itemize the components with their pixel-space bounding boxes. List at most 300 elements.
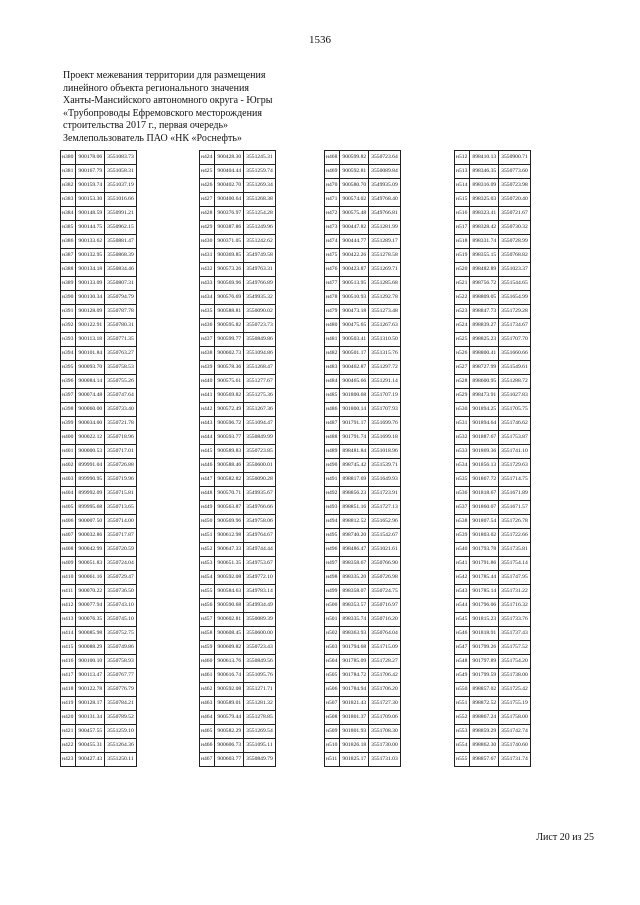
x-coordinate-cell: 900501.17	[340, 347, 369, 361]
table-row	[455, 683, 531, 697]
y-coordinate-cell: 3551654.99	[499, 291, 531, 305]
header-line: Ханты-Мансийского автономного округа - Югры	[63, 95, 273, 107]
table-row	[455, 277, 531, 291]
y-coordinate-cell: 3549744.44	[244, 543, 276, 557]
point-id-cell: н405	[61, 501, 76, 515]
table-row	[200, 305, 276, 319]
table-row	[455, 473, 531, 487]
table-row	[200, 193, 276, 207]
point-id-cell: н417	[61, 669, 76, 683]
point-id-cell: н493	[325, 501, 340, 515]
point-id-cell: н533	[455, 445, 470, 459]
x-coordinate-cell: 900101.84	[76, 347, 105, 361]
y-coordinate-cell: 3551731.03	[369, 753, 401, 767]
table-row	[61, 613, 137, 627]
point-id-cell: н409	[61, 557, 76, 571]
x-coordinate-cell: 901799.26	[470, 641, 499, 655]
table-row	[325, 193, 401, 207]
point-id-cell: н473	[325, 221, 340, 235]
point-id-cell: н401	[61, 445, 76, 459]
x-coordinate-cell: 900113.18	[76, 333, 105, 347]
y-coordinate-cell: 3549749.58	[244, 249, 276, 263]
point-id-cell: н507	[325, 697, 340, 711]
y-coordinate-cell: 3550773.60	[499, 165, 531, 179]
y-coordinate-cell: 3550784.21	[105, 697, 137, 711]
table-row	[455, 459, 531, 473]
point-id-cell: н438	[200, 347, 215, 361]
y-coordinate-cell: 3551735.81	[499, 543, 531, 557]
y-coordinate-cell: 3551758.00	[499, 711, 531, 725]
point-id-cell: н449	[200, 501, 215, 515]
table-row	[61, 753, 137, 767]
x-coordinate-cell: 900128.09	[76, 305, 105, 319]
table-row	[61, 669, 137, 683]
table-row	[455, 179, 531, 193]
y-coordinate-cell: 3551292.78	[369, 291, 401, 305]
x-coordinate-cell: 900427.43	[76, 753, 105, 767]
x-coordinate-cell: 900563.87	[215, 501, 244, 515]
header-line: «Трубопроводы Ефремовского месторождения	[63, 107, 262, 119]
x-coordinate-cell: 900455.31	[76, 739, 105, 753]
point-id-cell: н496	[325, 543, 340, 557]
point-id-cell: н384	[61, 207, 76, 221]
x-coordinate-cell: 898812.52	[340, 515, 369, 529]
point-id-cell: н477	[325, 277, 340, 291]
x-coordinate-cell: 900588.46	[215, 459, 244, 473]
x-coordinate-cell: 900042.99	[76, 543, 105, 557]
point-id-cell: н411	[61, 585, 76, 599]
y-coordinate-cell: 3550721.67	[499, 207, 531, 221]
table-row	[200, 263, 276, 277]
table-row	[455, 417, 531, 431]
y-coordinate-cell: 3549763.31	[244, 263, 276, 277]
y-coordinate-cell: 3550723.85	[244, 445, 276, 459]
y-coordinate-cell: 3551315.76	[369, 347, 401, 361]
table-row	[325, 165, 401, 179]
x-coordinate-cell: 898316.09	[470, 179, 499, 193]
x-coordinate-cell: 900133.62	[76, 235, 105, 249]
y-coordinate-cell: 3551709.06	[369, 711, 401, 725]
y-coordinate-cell: 3551671.57	[499, 501, 531, 515]
y-coordinate-cell: 3551058.31	[105, 165, 137, 179]
y-coordinate-cell: 3551268.38	[244, 193, 276, 207]
x-coordinate-cell: 900603.77	[215, 753, 244, 767]
y-coordinate-cell: 3550716.20	[369, 613, 401, 627]
point-id-cell: н462	[200, 683, 215, 697]
point-id-cell: н450	[200, 515, 215, 529]
point-id-cell: н457	[200, 613, 215, 627]
y-coordinate-cell: 3550807.31	[105, 277, 137, 291]
table-row	[61, 543, 137, 557]
x-coordinate-cell: 900128.17	[76, 697, 105, 711]
x-coordinate-cell: 898867.24	[470, 711, 499, 725]
point-id-cell: н500	[325, 599, 340, 613]
x-coordinate-cell: 901796.06	[470, 599, 499, 613]
point-id-cell: н549	[455, 669, 470, 683]
x-coordinate-cell: 901894.25	[470, 403, 499, 417]
x-coordinate-cell: 900465.66	[340, 375, 369, 389]
coordinate-table	[60, 150, 137, 767]
y-coordinate-cell: 3551747.95	[499, 571, 531, 585]
table-row	[455, 613, 531, 627]
point-id-cell: н445	[200, 445, 215, 459]
x-coordinate-cell: 898851.16	[340, 501, 369, 515]
x-coordinate-cell: 900387.86	[215, 221, 244, 235]
point-id-cell: н552	[455, 711, 470, 725]
point-id-cell: н465	[200, 725, 215, 739]
x-coordinate-cell: 900153.30	[76, 193, 105, 207]
point-id-cell: н475	[325, 249, 340, 263]
y-coordinate-cell: 3550763.27	[105, 347, 137, 361]
y-coordinate-cell: 3551722.66	[499, 529, 531, 543]
point-id-cell: н385	[61, 221, 76, 235]
table-row	[325, 739, 401, 753]
point-id-cell: н551	[455, 697, 470, 711]
point-id-cell: н529	[455, 389, 470, 403]
table-row	[200, 473, 276, 487]
table-row	[455, 641, 531, 655]
table-row	[200, 165, 276, 179]
table-row	[455, 347, 531, 361]
y-coordinate-cell: 3551649.93	[369, 473, 401, 487]
point-id-cell: н481	[325, 333, 340, 347]
x-coordinate-cell: 898410.13	[470, 151, 499, 165]
y-coordinate-cell: 3549766.89	[244, 277, 276, 291]
point-id-cell: н437	[200, 333, 215, 347]
y-coordinate-cell: 3551742.74	[499, 725, 531, 739]
point-id-cell: н550	[455, 683, 470, 697]
y-coordinate-cell: 3549783.14	[244, 585, 276, 599]
table-row	[325, 207, 401, 221]
x-coordinate-cell: 900404.44	[215, 165, 244, 179]
table-row	[61, 235, 137, 249]
y-coordinate-cell: 3551095.11	[244, 739, 276, 753]
table-row	[325, 599, 401, 613]
point-id-cell: н469	[325, 165, 340, 179]
table-row	[61, 305, 137, 319]
table-row	[325, 291, 401, 305]
point-id-cell: н484	[325, 375, 340, 389]
y-coordinate-cell: 3550719.96	[105, 473, 137, 487]
point-id-cell: н423	[61, 753, 76, 767]
x-coordinate-cell: 901807.54	[470, 515, 499, 529]
y-coordinate-cell: 3551267.36	[244, 403, 276, 417]
x-coordinate-cell: 900576.69	[215, 291, 244, 305]
table-row	[200, 655, 276, 669]
table-row	[455, 235, 531, 249]
point-id-cell: н431	[200, 249, 215, 263]
table-row	[200, 669, 276, 683]
x-coordinate-cell: 900148.59	[76, 207, 105, 221]
point-id-cell: н460	[200, 655, 215, 669]
y-coordinate-cell: 3551542.67	[369, 529, 401, 543]
point-id-cell: н459	[200, 641, 215, 655]
point-id-cell: н451	[200, 529, 215, 543]
y-coordinate-cell: 3551660.66	[499, 347, 531, 361]
x-coordinate-cell: 898857.02	[470, 683, 499, 697]
x-coordinate-cell: 900579.44	[215, 711, 244, 725]
y-coordinate-cell: 3551245.31	[244, 151, 276, 165]
x-coordinate-cell: 901785.44	[470, 571, 499, 585]
x-coordinate-cell: 900159.74	[76, 179, 105, 193]
point-id-cell: н521	[455, 277, 470, 291]
x-coordinate-cell: 900085.98	[76, 627, 105, 641]
point-id-cell: н526	[455, 347, 470, 361]
x-coordinate-cell: 900616.74	[215, 669, 244, 683]
point-id-cell: н505	[325, 669, 340, 683]
coordinate-table	[454, 150, 531, 767]
table-row	[325, 711, 401, 725]
table-row	[325, 557, 401, 571]
point-id-cell: н517	[455, 221, 470, 235]
table-row	[200, 319, 276, 333]
table-row	[325, 319, 401, 333]
table-row	[61, 557, 137, 571]
x-coordinate-cell: 900612.98	[215, 529, 244, 543]
table-row	[200, 683, 276, 697]
point-id-cell: н446	[200, 459, 215, 473]
document-header	[63, 70, 393, 146]
point-id-cell: н433	[200, 277, 215, 291]
x-coordinate-cell: 900647.33	[215, 543, 244, 557]
y-coordinate-cell: 3551094.86	[244, 347, 276, 361]
x-coordinate-cell: 898358.67	[340, 557, 369, 571]
table-row	[200, 753, 276, 767]
y-coordinate-cell: 3551281.32	[244, 697, 276, 711]
y-coordinate-cell: 3549772.10	[244, 571, 276, 585]
point-id-cell: н524	[455, 319, 470, 333]
table-row	[61, 417, 137, 431]
x-coordinate-cell: 898600.95	[470, 375, 499, 389]
y-coordinate-cell: 3549758.06	[244, 515, 276, 529]
table-row	[455, 739, 531, 753]
x-coordinate-cell: 900475.65	[340, 319, 369, 333]
point-id-cell: н389	[61, 277, 76, 291]
y-coordinate-cell: 3550717.01	[105, 445, 137, 459]
x-coordinate-cell: 900400.64	[215, 193, 244, 207]
y-coordinate-cell: 3551277.67	[244, 375, 276, 389]
y-coordinate-cell: 3551699.18	[369, 431, 401, 445]
table-row	[325, 389, 401, 403]
table-row	[200, 389, 276, 403]
table-row	[200, 179, 276, 193]
table-row	[200, 431, 276, 445]
table-row	[455, 599, 531, 613]
table-row	[200, 277, 276, 291]
sheet-number: Лист 20 из 25	[536, 832, 594, 843]
table-row	[455, 753, 531, 767]
y-coordinate-cell: 3550780.31	[105, 319, 137, 333]
point-id-cell: н522	[455, 291, 470, 305]
x-coordinate-cell: 901867.72	[470, 473, 499, 487]
table-row	[455, 319, 531, 333]
y-coordinate-cell: 3550849.56	[244, 655, 276, 669]
table-row	[200, 515, 276, 529]
point-id-cell: н419	[61, 697, 76, 711]
table-row	[455, 165, 531, 179]
point-id-cell: н541	[455, 557, 470, 571]
x-coordinate-cell: 900599.82	[340, 151, 369, 165]
x-coordinate-cell: 900596.72	[215, 417, 244, 431]
y-coordinate-cell: 3549935.67	[244, 487, 276, 501]
point-id-cell: н531	[455, 417, 470, 431]
x-coordinate-cell: 898325.03	[470, 193, 499, 207]
x-coordinate-cell: 901797.89	[470, 655, 499, 669]
y-coordinate-cell: 3550724.75	[369, 585, 401, 599]
point-id-cell: н428	[200, 207, 215, 221]
table-row	[325, 585, 401, 599]
x-coordinate-cell: 900602.81	[215, 613, 244, 627]
y-coordinate-cell: 3549764.67	[244, 529, 276, 543]
table-row	[325, 263, 401, 277]
x-coordinate-cell: 900074.48	[76, 389, 105, 403]
y-coordinate-cell: 3551707.19	[369, 389, 401, 403]
x-coordinate-cell: 900589.01	[215, 697, 244, 711]
y-coordinate-cell: 3550716.97	[369, 599, 401, 613]
y-coordinate-cell: 3550767.77	[105, 669, 137, 683]
y-coordinate-cell: 3550730.32	[499, 221, 531, 235]
x-coordinate-cell: 900593.77	[215, 431, 244, 445]
table-row	[200, 403, 276, 417]
table-row	[200, 599, 276, 613]
table-row	[455, 627, 531, 641]
x-coordinate-cell: 900578.36	[215, 361, 244, 375]
x-coordinate-cell: 900584.63	[215, 585, 244, 599]
table-row	[455, 543, 531, 557]
point-id-cell: н422	[61, 739, 76, 753]
x-coordinate-cell: 898727.99	[470, 361, 499, 375]
y-coordinate-cell: 3550789.52	[105, 711, 137, 725]
point-id-cell: н387	[61, 249, 76, 263]
x-coordinate-cell: 898872.52	[470, 697, 499, 711]
y-coordinate-cell: 3551259.10	[105, 725, 137, 739]
y-coordinate-cell: 3551250.11	[105, 753, 137, 767]
table-row	[61, 431, 137, 445]
x-coordinate-cell: 900570.71	[215, 487, 244, 501]
y-coordinate-cell: 3550881.47	[105, 235, 137, 249]
y-coordinate-cell: 3551731.74	[499, 753, 531, 767]
table-row	[61, 697, 137, 711]
point-id-cell: н472	[325, 207, 340, 221]
table-row	[200, 221, 276, 235]
point-id-cell: н530	[455, 403, 470, 417]
x-coordinate-cell: 900070.22	[76, 585, 105, 599]
point-id-cell: н523	[455, 305, 470, 319]
x-coordinate-cell: 901887.67	[470, 431, 499, 445]
table-row	[455, 515, 531, 529]
x-coordinate-cell: 900580.70	[340, 179, 369, 193]
point-id-cell: н397	[61, 389, 76, 403]
point-id-cell: н396	[61, 375, 76, 389]
point-id-cell: н495	[325, 529, 340, 543]
y-coordinate-cell: 3550720.40	[499, 193, 531, 207]
y-coordinate-cell: 3550849.99	[244, 431, 276, 445]
x-coordinate-cell: 900144.75	[76, 221, 105, 235]
table-row	[61, 319, 137, 333]
y-coordinate-cell: 3550729.47	[105, 571, 137, 585]
y-coordinate-cell: 3551297.72	[369, 361, 401, 375]
x-coordinate-cell: 901825.17	[340, 753, 369, 767]
x-coordinate-cell: 898481.84	[340, 445, 369, 459]
y-coordinate-cell: 3551726.78	[499, 515, 531, 529]
table-row	[325, 487, 401, 501]
point-id-cell: н536	[455, 487, 470, 501]
table-row	[455, 361, 531, 375]
y-coordinate-cell: 3550764.04	[369, 627, 401, 641]
table-row	[455, 431, 531, 445]
x-coordinate-cell: 900122.91	[76, 319, 105, 333]
y-coordinate-cell: 3551706.20	[369, 683, 401, 697]
table-row	[61, 403, 137, 417]
x-coordinate-cell: 901826.18	[340, 739, 369, 753]
y-coordinate-cell: 3551023.37	[499, 263, 531, 277]
x-coordinate-cell: 900595.82	[215, 319, 244, 333]
table-row	[455, 375, 531, 389]
point-id-cell: н490	[325, 459, 340, 473]
point-id-cell: н456	[200, 599, 215, 613]
y-coordinate-cell: 3551715.09	[369, 641, 401, 655]
table-row	[325, 725, 401, 739]
y-coordinate-cell: 3551539.71	[369, 459, 401, 473]
x-coordinate-cell: 898323.41	[470, 207, 499, 221]
point-id-cell: н413	[61, 613, 76, 627]
table-row	[200, 417, 276, 431]
x-coordinate-cell: 900088.29	[76, 641, 105, 655]
point-id-cell: н402	[61, 459, 76, 473]
table-row	[61, 529, 137, 543]
point-id-cell: н406	[61, 515, 76, 529]
point-id-cell: н440	[200, 375, 215, 389]
table-row	[200, 249, 276, 263]
x-coordinate-cell: 901801.37	[340, 711, 369, 725]
table-row	[325, 641, 401, 655]
point-id-cell: н508	[325, 711, 340, 725]
table-row	[325, 753, 401, 767]
point-id-cell: н444	[200, 431, 215, 445]
y-coordinate-cell: 3551671.89	[499, 487, 531, 501]
table-row	[325, 445, 401, 459]
point-id-cell: н392	[61, 319, 76, 333]
y-coordinate-cell: 3551254.28	[244, 207, 276, 221]
table-row	[61, 655, 137, 669]
point-id-cell: н441	[200, 389, 215, 403]
point-id-cell: н471	[325, 193, 340, 207]
y-coordinate-cell: 3550752.75	[105, 627, 137, 641]
x-coordinate-cell: 900133.09	[76, 277, 105, 291]
x-coordinate-cell: 901801.93	[340, 725, 369, 739]
point-id-cell: н479	[325, 305, 340, 319]
table-row	[200, 347, 276, 361]
x-coordinate-cell: 901821.43	[340, 697, 369, 711]
point-id-cell: н395	[61, 361, 76, 375]
point-id-cell: н509	[325, 725, 340, 739]
y-coordinate-cell: 3550849.86	[244, 333, 276, 347]
x-coordinate-cell: 898473.91	[470, 389, 499, 403]
table-row	[200, 585, 276, 599]
point-id-cell: н418	[61, 683, 76, 697]
y-coordinate-cell: 3550849.79	[244, 753, 276, 767]
x-coordinate-cell: 898809.05	[470, 291, 499, 305]
point-id-cell: н420	[61, 711, 76, 725]
y-coordinate-cell: 3550089.84	[369, 165, 401, 179]
x-coordinate-cell: 900060.00	[76, 403, 105, 417]
table-row	[455, 557, 531, 571]
point-id-cell: н474	[325, 235, 340, 249]
y-coordinate-cell: 3549753.67	[244, 557, 276, 571]
x-coordinate-cell: 900573.26	[215, 263, 244, 277]
table-row	[61, 249, 137, 263]
table-row	[325, 235, 401, 249]
